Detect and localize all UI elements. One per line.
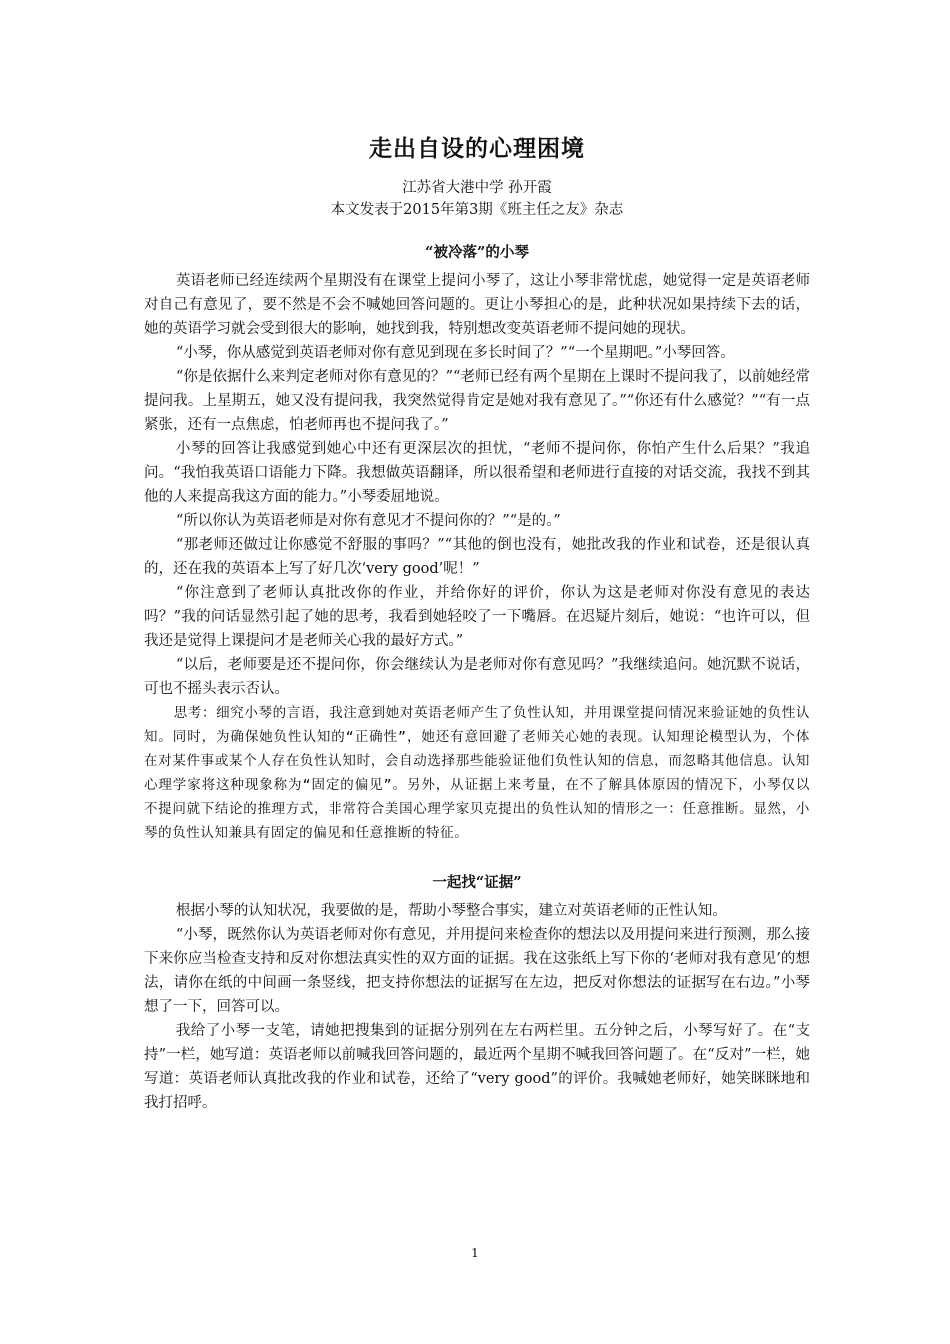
body-paragraph: “所以你认为英语老师是对你有意见才不提问你的？”“是的。” xyxy=(175,513,561,529)
body-paragraph: “以后，老师要是还不提问你，你会继续认为是老师对你有意见吗？”我继续追问。她沉默不说话，可也不摇头表示否认。 xyxy=(144,657,810,697)
section-heading-evidence: 一起找“证据” xyxy=(432,874,522,891)
section-heading-neglected: “被冷落”的小琴 xyxy=(425,244,529,261)
document-title: 走出自设的心理困境 xyxy=(369,136,585,162)
author-line: 江苏省大港中学 孙开霞 xyxy=(402,180,552,196)
body-paragraph: “你注意到了老师认真批改你的作业，并给你好的评价，你认为这是老师对你没有意见的表达吗？”我的问话显然引起了她的思考，我看到她轻咬了一下嘴唇。在迟疑片刻后，她说：“也许可以，但我还是觉得上课提问才是老师关心我的最好方式。” xyxy=(144,585,810,649)
body-paragraph: 小琴的回答让我感觉到她心中还有更深层次的担忧，“老师不提问你，你怕产生什么后果？”我追问。“我怕我英语口语能力下降。我想做英语翻译，所以很希望和老师进行直接的对话交流，我找不到其他的人来提高我这方面的能力。”小琴委屈地说。 xyxy=(144,441,810,505)
body-paragraph: “小琴，你从感觉到英语老师对你有意见到现在多长时间了？”“一个星期吧。”小琴回答。 xyxy=(175,345,735,361)
body-paragraph: “那老师还做过让你感觉不舒服的事吗？”“其他的倒也没有，她批改我的作业和试卷，还是很认真的，还在我的英语本上写了好几次‘very good’呢！” xyxy=(144,537,810,577)
publication-line: 本文发表于2015年第3期《班主任之友》杂志 xyxy=(330,202,624,218)
body-paragraph: 根据小琴的认知状况，我要做的是，帮助小琴整合事实，建立对英语老师的正性认知。 xyxy=(175,903,727,919)
page-number: 1 xyxy=(471,1246,479,1260)
body-paragraph: 英语老师已经连续两个星期没有在课堂上提问小琴了，这让小琴非常忧虑，她觉得一定是英语老师对自己有意见了，要不然是不会不喊她回答问题的。更让小琴担心的是，此种状况如果持续下去的话，她的英语学习就会受到很大的影响，她找到我，特别想改变英语老师不提问她的现状。 xyxy=(144,273,810,337)
reflection-paragraph: 思考：细究小琴的言语，我注意到她对英语老师产生了负性认知，并用课堂提问情况来验证她的负性认知。同时，为确保她负性认知的“正确性”，她还有意回避了老师关心她的表现。认知理论模型认为，个体在对某件事或某个人存在负性认知时，会自动选择那些能验证他们负性认知的信息，而忽略其他信息。认知心理学家将这种现象称为“固定的偏见”。另外，从证据上来考量，在不了解具体原因的情况下，小琴仅以不提问就下结论的推理方式，非常符合美国心理学家贝克提出的负性认知的情形之一：任意推断。显然，小琴的负性认知兼具有固定的偏见和任意推断的特征。 xyxy=(144,705,810,841)
body-paragraph: 我给了小琴一支笔，请她把搜集到的证据分别列在左右两栏里。五分钟之后，小琴写好了。在“支持”一栏，她写道：英语老师以前喊我回答问题的，最近两个星期不喊我回答问题了。在“反对”一栏，她写道：英语老师认真批改我的作业和试卷，还给了“very good”的评价。我喊她老师好，她笑眯眯地和我打招呼。 xyxy=(144,1023,810,1111)
body-paragraph: “小琴，既然你认为英语老师对你有意见，并用提问来检查你的想法以及用提问来进行预测，那么接下来你应当检查支持和反对你想法真实性的双方面的证据。我在这张纸上写下你的‘老师对我有意见’的想法，请你在纸的中间画一条竖线，把支持你想法的证据写在左边，把反对你想法的证据写在右边。”小琴想了一下，回答可以。 xyxy=(144,927,810,1015)
body-paragraph: “你是依据什么来判定老师对你有意见的？”“老师已经有两个星期在上课时不提问我了，以前她经常提问我。上星期五，她又没有提问我，我突然觉得肯定是她对我有意见了。”“你还有什么感觉？”“有一点紧张，还有一点焦虑，怕老师再也不提问我了。” xyxy=(144,369,810,433)
